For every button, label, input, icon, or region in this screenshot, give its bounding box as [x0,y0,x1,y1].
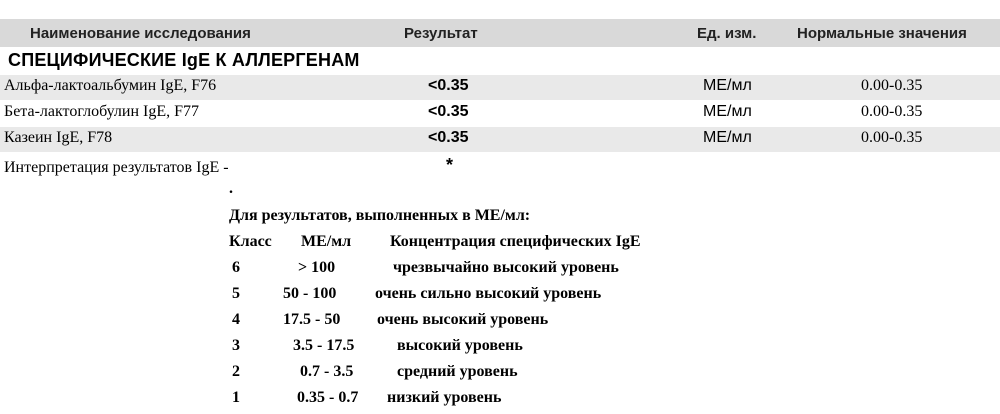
legend-desc: высокий уровень [397,337,523,354]
test-norm: 0.00-0.35 [861,77,923,94]
legend-title: Для результатов, выполненных в МЕ/мл: [229,207,531,224]
legend-header-class: Класс [229,233,272,250]
test-norm: 0.00-0.35 [861,103,923,120]
header-norm: Нормальные значения [797,25,967,42]
legend-range: 0.7 - 3.5 [300,363,354,380]
legend-desc: низкий уровень [387,389,502,406]
legend-class: 2 [232,363,240,380]
interpretation-label: Интерпретация результатов IgE - [4,159,229,176]
test-name: Бета-лактоглобулин IgE, F77 [4,103,200,120]
legend-desc: средний уровень [397,363,518,380]
legend-class: 4 [232,311,240,328]
table-row [0,101,1000,126]
legend-header-desc: Концентрация специфических IgE [390,233,641,250]
legend-row [0,285,1000,309]
table-row [0,127,1000,152]
test-result: <0.35 [428,103,469,120]
legend-row [0,337,1000,361]
legend-row [0,363,1000,387]
legend-class: 1 [232,389,240,406]
legend-range: 50 - 100 [283,285,337,302]
test-name: Казеин IgE, F78 [4,129,113,146]
legend-range: 0.35 - 0.7 [297,389,359,406]
interpretation-mark: * [446,155,454,175]
test-unit: МЕ/мл [703,129,752,146]
legend-row [0,259,1000,283]
header-unit: Ед. изм. [697,25,757,42]
legend-desc: очень сильно высокий уровень [375,285,602,302]
test-unit: МЕ/мл [703,77,752,94]
legend-class: 5 [232,285,240,302]
test-unit: МЕ/мл [703,103,752,120]
interpretation-dot: . [229,180,233,197]
table-row [0,75,1000,100]
legend-row [0,389,1000,413]
test-norm: 0.00-0.35 [861,129,923,146]
legend-header-range: МЕ/мл [301,233,352,250]
header-name: Наименование исследования [30,25,251,42]
legend-range: > 100 [298,259,336,276]
legend-desc: чрезвычайно высокий уровень [393,259,619,276]
legend-class: 3 [232,337,240,354]
legend-class: 6 [232,259,240,276]
test-name: Альфа-лактоальбумин IgE, F76 [4,77,217,94]
test-result: <0.35 [428,77,469,94]
legend-range: 3.5 - 17.5 [293,337,355,354]
header-result: Результат [404,25,478,42]
test-result: <0.35 [428,129,469,146]
section-title: СПЕЦИФИЧЕСКИЕ IgE К АЛЛЕРГЕНАМ [8,50,360,70]
legend-range: 17.5 - 50 [283,311,341,328]
legend-desc: очень высокий уровень [377,311,549,328]
legend-row [0,311,1000,335]
